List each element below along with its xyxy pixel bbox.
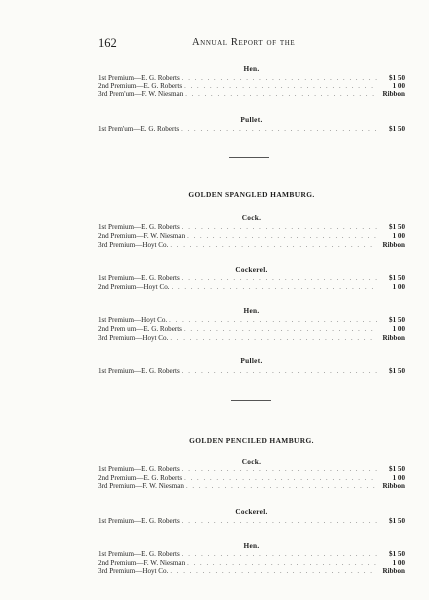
premium-row xyxy=(98,89,405,99)
section-title: GOLDEN PENCILED HAMBURG. xyxy=(189,436,314,445)
premium-winner: 2nd Premium—F. W. Niesman xyxy=(98,559,186,567)
premium-row xyxy=(98,566,405,576)
premium-amount: $1 50 xyxy=(389,367,405,375)
premium-amount: $1 50 xyxy=(389,550,405,558)
premium-row xyxy=(98,282,405,292)
premium-winner: 1st Premium—E. G. Roberts xyxy=(98,274,180,282)
premium-winner: 2nd Premium—E. G. Roberts xyxy=(98,474,183,482)
leader-dots xyxy=(181,125,377,135)
premium-winner: 1st Premium—E. G. Roberts xyxy=(98,517,180,525)
premium-amount: $1 50 xyxy=(389,517,405,525)
section-title: GOLDEN SPANGLED HAMBURG. xyxy=(188,190,315,199)
premium-winner: 3rd Premium—Hoyt Co. xyxy=(98,567,169,575)
class-heading: Pullet. xyxy=(240,356,263,365)
premium-winner: 1st Premium—E. G. Roberts xyxy=(98,74,180,82)
premium-amount: Ribbon xyxy=(382,241,405,249)
premium-row xyxy=(98,124,405,134)
premium-winner: 1st Premium—E. G. Roberts xyxy=(98,465,180,473)
premium-winner: 2nd Premium—Hoyt Co. xyxy=(98,283,170,291)
premium-amount: Ribbon xyxy=(382,90,405,98)
premium-amount: 1 00 xyxy=(392,474,405,482)
class-heading: Cockerel. xyxy=(235,265,268,274)
section-divider-rule xyxy=(231,400,271,401)
premium-row xyxy=(98,366,405,376)
class-heading: Hen. xyxy=(243,306,260,315)
premium-winner: 2nd Prem um—E. G. Roberts xyxy=(98,325,182,333)
premium-row xyxy=(98,240,405,250)
premium-amount: Ribbon xyxy=(382,334,405,342)
premium-row xyxy=(98,333,405,343)
premium-winner: 3rd Premium—Hoyt Co. xyxy=(98,334,169,342)
premium-amount: $1 50 xyxy=(389,274,405,282)
leader-dots xyxy=(170,241,377,251)
premium-winner: 2nd Premium—F. W. Niesman xyxy=(98,232,186,240)
class-heading: Hen. xyxy=(243,541,260,550)
premium-winner: 1st Prem'um—E. G. Roberts xyxy=(98,125,180,133)
premium-row xyxy=(98,516,405,526)
premium-amount: 1 00 xyxy=(392,232,405,240)
leader-dots xyxy=(186,482,377,492)
premium-amount: $1 50 xyxy=(389,74,405,82)
premium-winner: 1st Premium—Hoyt Co. xyxy=(98,316,168,324)
class-heading: Cock. xyxy=(241,213,262,222)
leader-dots xyxy=(170,334,377,344)
premium-amount: $1 50 xyxy=(389,465,405,473)
premium-winner: 3rd Prem'um—F. W. Niesman xyxy=(98,90,184,98)
premium-amount: $1 50 xyxy=(389,316,405,324)
premium-amount: 1 00 xyxy=(392,283,405,291)
leader-dots xyxy=(170,567,377,577)
premium-winner: 3rd Premium—Hoyt Co. xyxy=(98,241,169,249)
premium-amount: $1 50 xyxy=(389,125,405,133)
leader-dots xyxy=(182,367,377,377)
class-heading: Hen. xyxy=(243,64,260,73)
class-heading: Cockerel. xyxy=(235,507,268,516)
premium-winner: 1st Premium—E. G. Roberts xyxy=(98,367,180,375)
section-divider-rule xyxy=(229,157,269,158)
premium-amount: $1 50 xyxy=(389,223,405,231)
premium-amount: Ribbon xyxy=(382,567,405,575)
leader-dots xyxy=(182,517,377,527)
premium-amount: 1 00 xyxy=(392,325,405,333)
leader-dots xyxy=(185,90,377,100)
class-heading: Cock. xyxy=(241,457,262,466)
running-title: Annual Report of the xyxy=(192,37,296,48)
premium-amount: Ribbon xyxy=(382,482,405,490)
premium-amount: 1 00 xyxy=(392,82,405,90)
premium-amount: 1 00 xyxy=(392,559,405,567)
premium-row xyxy=(98,481,405,491)
premium-winner: 1st Premium—E. G. Roberts xyxy=(98,550,180,558)
premium-winner: 3rd Premium—F. W. Niesman xyxy=(98,482,184,490)
class-heading: Pullet. xyxy=(240,115,263,124)
premium-winner: 2nd Premium—E. G. Roberts xyxy=(98,82,183,90)
page-number: 162 xyxy=(98,36,117,50)
leader-dots xyxy=(172,283,377,293)
premium-winner: 1st Premium—E. G. Roberts xyxy=(98,223,180,231)
